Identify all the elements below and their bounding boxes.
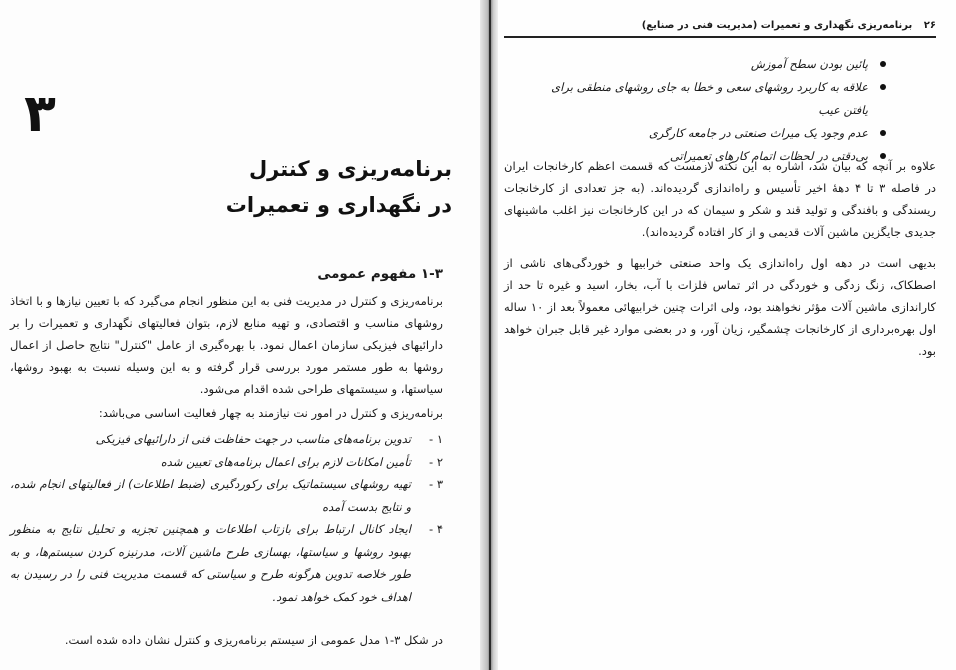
causes-bullet-list	[526, 53, 886, 168]
page-number: ۲۶	[923, 20, 936, 31]
list-item	[10, 451, 443, 474]
gutter-line	[489, 0, 491, 670]
chapter-title	[12, 151, 452, 223]
activities-list	[10, 428, 443, 608]
chapter-title-line-2: در نگهداری و تعمیرات	[225, 193, 452, 217]
list-item-number: ۲ -	[429, 454, 443, 469]
activities-intro-paragraph: برنامه‌ریزی و کنترل در امور نت نیازمند به چهار فعالیت اساسی می‌باشد:	[98, 406, 443, 420]
factories-paragraph: علاوه بر آنچه که بیان شد، اشاره به این نکته لازمست که قسمت اعظم کارخانجات ایران در فاصله ۳ تا ۴ دههٔ اخیر تأسیس و راه‌اندازی گردیده‌اند. (به جز تعدادی از کارخانجات ریسندگی و بافندگی و تولید قند و شکر و سیمان که در این کارخانجات نیز اغلب ماشینهای جدیدی جایگزین ماشین آلات قدیمی و از کار افتاده گردیده‌اند).	[504, 159, 937, 239]
list-item	[10, 428, 443, 451]
list-item-text: تدوین برنامه‌های مناسب در جهت حفاظت فنی از دارائیهای فیزیکی	[95, 432, 411, 446]
running-header	[506, 18, 936, 34]
list-item-text: ایجاد کانال ارتباط برای بازتاب اطلاعات و همچنین تجزیه و تحلیل نتایج به منظور بهبود روشها و سیاستها، بهسازی طرح ماشین آلات، مدرنیزه کردن سیستم‌ها، و به طور خلاصه تدوین هرگونه طرح و سیاستی که قسمت مدیریت فنی را در رسیدن به اهداف خود کمک خواهد نمود.	[10, 522, 411, 604]
running-header-title: برنامه‌ریزی نگهداری و تعمیرات (مدیریت فنی در صنایع)	[641, 20, 913, 31]
list-item-number: ۱ -	[429, 432, 443, 446]
list-item-number: ۳ -	[429, 477, 443, 491]
list-item	[10, 473, 443, 518]
list-item	[10, 518, 443, 608]
list-item-text: تأمین امکانات لازم برای اعمال برنامه‌های تعیین شده	[160, 454, 411, 469]
bullet-dot-icon	[880, 130, 886, 136]
bullet-item	[526, 76, 886, 122]
list-item-text: تهیه روشهای سیستماتیک برای رکوردگیری (ضبط اطلاعات) از فعالیتهای انجام شده، و نتایج بدست آمده	[10, 477, 411, 514]
bullet-item-text: پائین بودن سطح آموزش	[750, 57, 868, 71]
bullet-item-text: بی‌دقتی در لحظات اتمام کارهای تعمیراتی	[669, 149, 868, 163]
right-page	[498, 0, 956, 670]
bullet-item	[526, 53, 886, 76]
chapter-title-line-1: برنامه‌ریزی و کنترل	[248, 157, 452, 181]
section-heading: ۱-۳ مفهوم عمومی	[317, 266, 443, 282]
list-item-number: ۴ -	[429, 522, 443, 536]
intro-paragraph: برنامه‌ریزی و کنترل در مدیریت فنی به این منظور انجام می‌گیرد که با تعیین نیازها و با اتخاذ روشهای مناسب و اقتصادی، و تهیه منابع لازم، بتوان فعالیتهای نگهداری و تعمیرات را بر دارائیهای فیزیکی سازمان اعمال نمود. با بهره‌گیری از عامل "کنترل" نتایج حاصل از اعمال روشها به طور مستمر مورد بررسی قرار گرفته و به این وسیله نسبت به بهبود روشها، سیاستها، و سیستمهای طراحی شده اقدام می‌شود.	[10, 294, 443, 396]
figure-reference-paragraph: در شکل ۳-۱ مدل عمومی از سیستم برنامه‌ریزی و کنترل نشان داده شده است.	[64, 633, 443, 647]
bullet-item-text: علاقه به کاربرد روشهای سعی و خطا به جای روشهای منطقی برای یافتن عیب	[551, 80, 868, 117]
header-rule	[504, 36, 936, 38]
wear-paragraph: بدیهی است در دهه اول راه‌اندازی یک واحد صنعتی خرابیها و خوردگی‌های ناشی از اصطکاک، زنگ زدگی و خوردگی در اثر تماس فلزات با آب، بخار، اسید و غیره تا حد از کاراندازی ماشین آلات مؤثر نخواهند بود، ولی اثرات چنین خرابیهائی معمولاً بعد از ۱۰ ساله اول بهره‌برداری از کارخانجات چشمگیر، زیان آور، و در بعضی موارد غیر قابل جبران خواهد بود.	[504, 256, 936, 358]
bullet-dot-icon	[880, 84, 886, 90]
bullet-dot-icon	[880, 61, 886, 67]
bullet-item	[526, 122, 886, 145]
chapter-number: ۳	[24, 84, 56, 144]
bullet-item-text: عدم وجود یک میراث صنعتی در جامعه کارگری	[648, 126, 868, 140]
